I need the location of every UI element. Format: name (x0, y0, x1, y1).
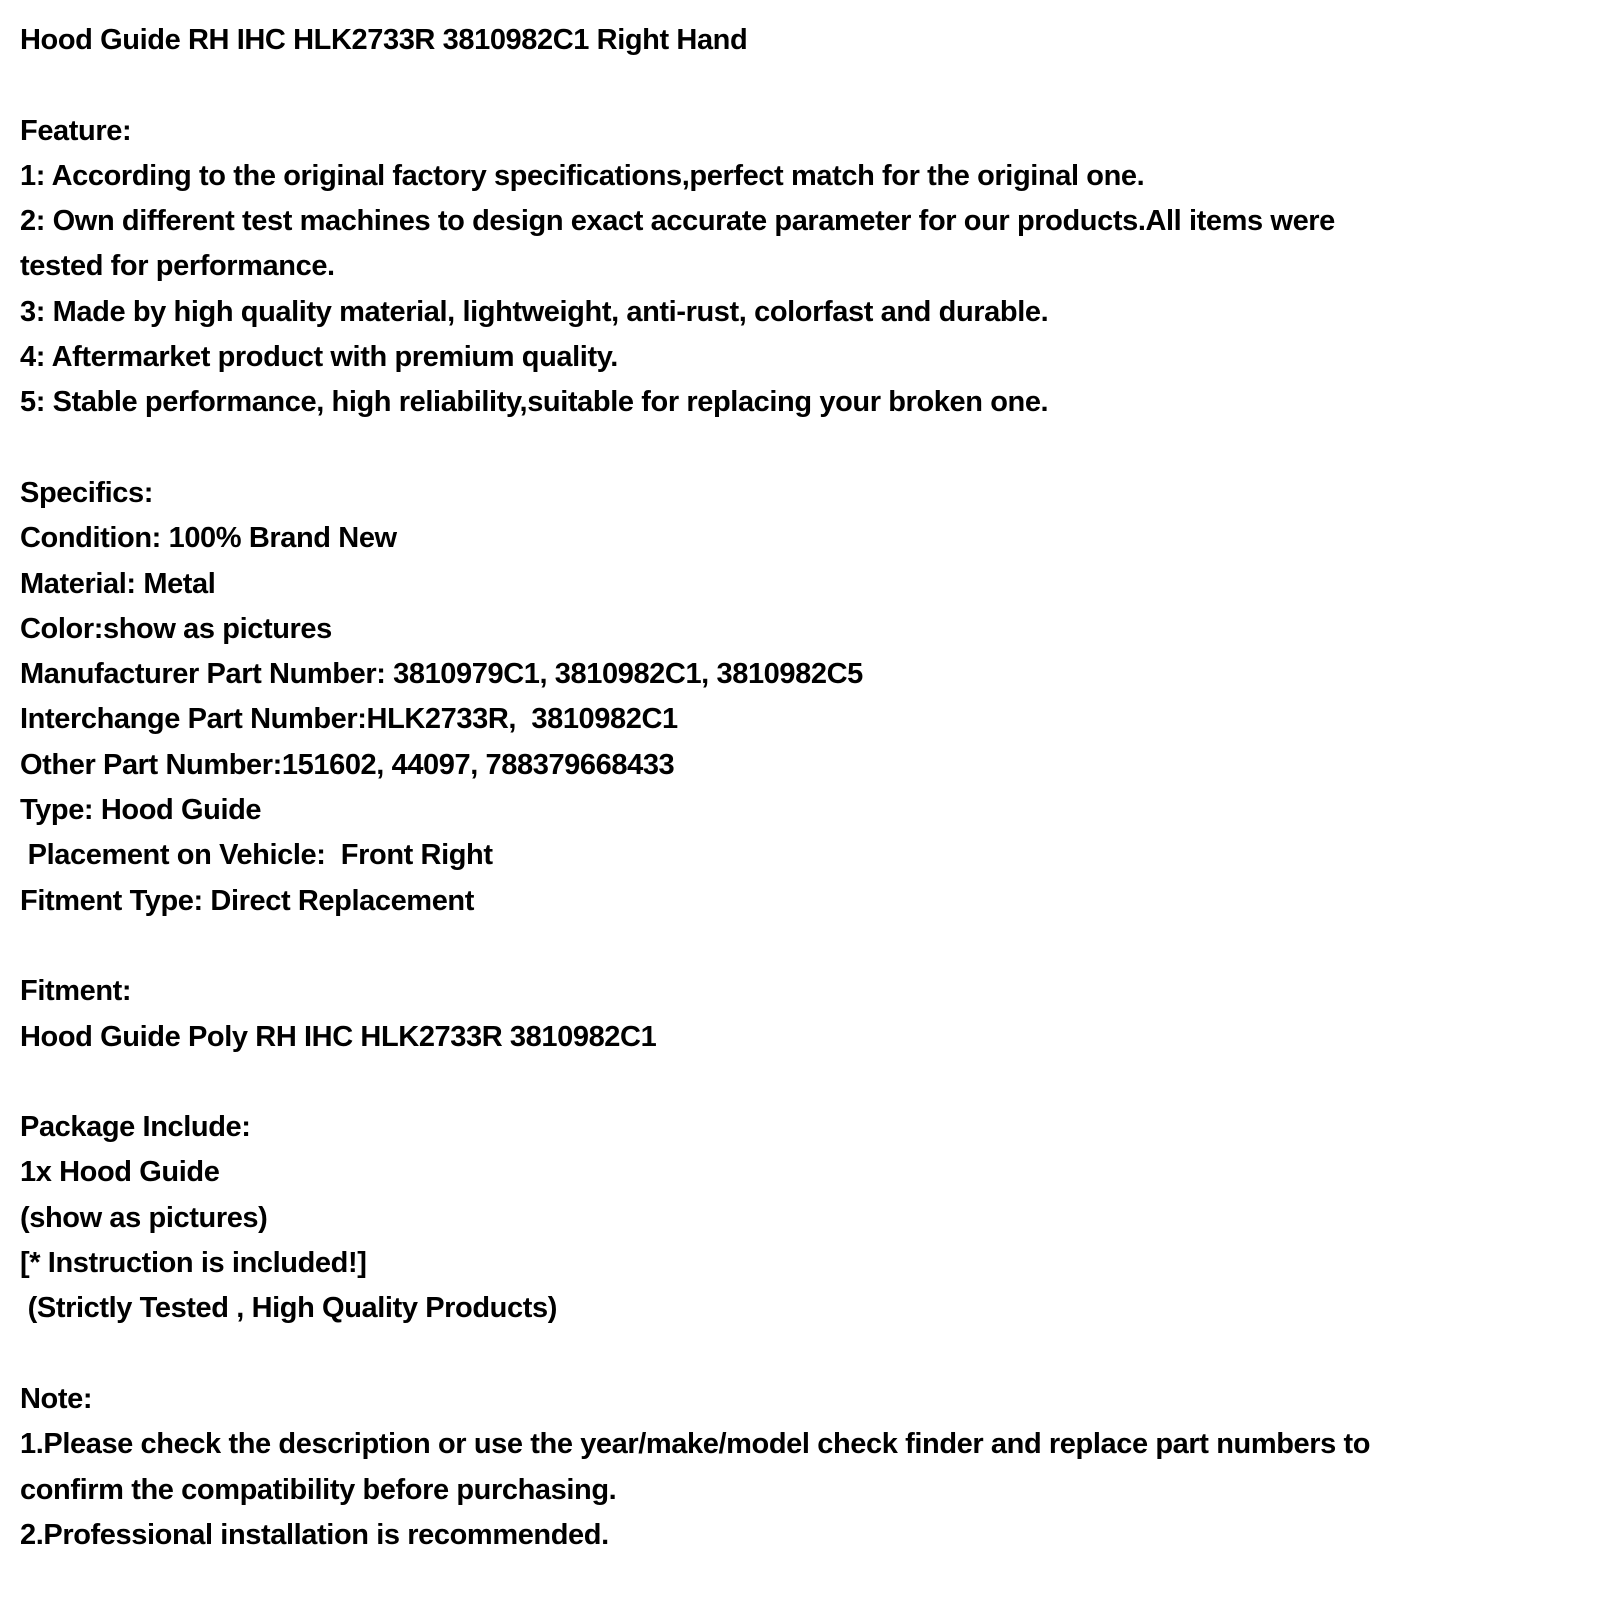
feature-item: 4: Aftermarket product with premium quality. (20, 341, 618, 374)
section-heading-fitment: Fitment: (20, 975, 132, 1008)
feature-item: 3: Made by high quality material, lightweight, anti-rust, colorfast and durable. (20, 295, 1049, 328)
feature-item: 1: According to the original factory specifications,perfect match for the original one. (20, 159, 1145, 192)
package-item: 1x Hood Guide (20, 1156, 220, 1189)
section-heading-package: Package Include: (20, 1111, 251, 1144)
spec-other-part-number: Other Part Number:151602, 44097, 788379668433 (20, 748, 675, 781)
page-title: Hood Guide RH IHC HLK2733R 3810982C1 Right Hand (20, 24, 748, 56)
note-item-continuation: confirm the compatibility before purchasing. (20, 1473, 617, 1506)
spec-placement: Placement on Vehicle: Front Right (20, 839, 493, 872)
section-heading-specifics: Specifics: (20, 476, 153, 509)
section-fitment (20, 969, 1582, 1060)
spec-color: Color:show as pictures (20, 612, 332, 645)
feature-item-continuation: tested for performance. (20, 250, 335, 283)
package-note-pictures: (show as pictures) (20, 1201, 268, 1234)
section-heading-note: Note: (20, 1382, 93, 1415)
section-heading-feature: Feature: (20, 114, 132, 147)
note-item: 2.Professional installation is recommended. (20, 1518, 609, 1551)
section-feature (20, 109, 1582, 426)
spec-condition: Condition: 100% Brand New (20, 522, 397, 555)
section-package-include (20, 1105, 1582, 1331)
spec-interchange-part-number: Interchange Part Number:HLK2733R, 3810982C1 (20, 703, 678, 736)
feature-item: 2: Own different test machines to design exact accurate parameter for our products.All items were (20, 205, 1335, 238)
spec-material: Material: Metal (20, 567, 216, 600)
spec-fitment-type: Fitment Type: Direct Replacement (20, 884, 474, 917)
section-note (20, 1377, 1582, 1558)
package-note-instruction: [* Instruction is included!] (20, 1247, 367, 1280)
spec-manufacturer-part-number: Manufacturer Part Number: 3810979C1, 3810982C1, 3810982C5 (20, 658, 863, 691)
package-note-quality: (Strictly Tested , High Quality Products) (20, 1292, 557, 1325)
note-item: 1.Please check the description or use the year/make/model check finder and replace part numbers to (20, 1428, 1371, 1461)
section-specifics (20, 471, 1582, 924)
feature-item: 5: Stable performance, high reliability,suitable for replacing your broken one. (20, 386, 1049, 419)
fitment-item: Hood Guide Poly RH IHC HLK2733R 3810982C1 (20, 1020, 657, 1053)
spec-type: Type: Hood Guide (20, 794, 262, 827)
